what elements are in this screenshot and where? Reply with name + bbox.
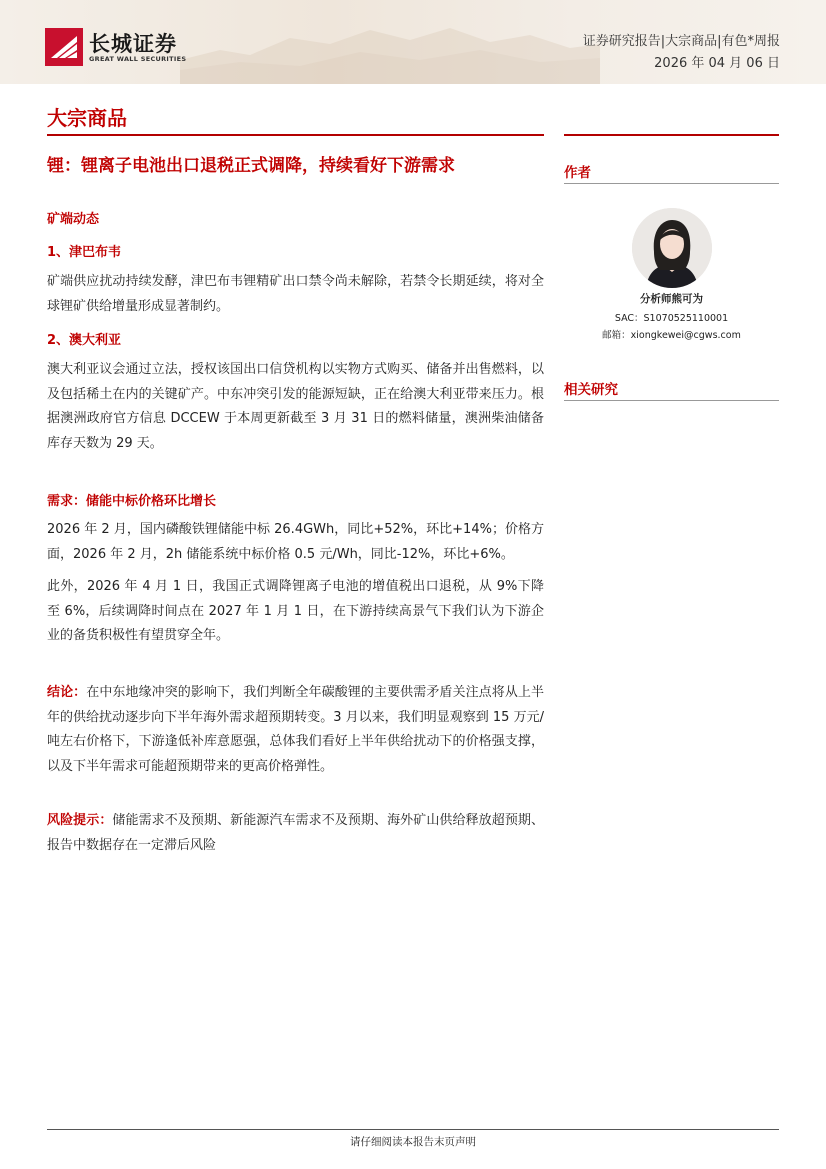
author-divider: [564, 183, 779, 184]
related-divider: [564, 400, 779, 401]
demand-paragraph-1: 2026 年 2 月，国内磷酸铁锂储能中标 26.4GWh，同比+52%，环比+14%；价格方面，2026 年 2 月，2h 储能系统中标价格 0.5 元/Wh，同比-12%，环比+6%。: [47, 522, 544, 562]
australia-paragraph: 澳大利亚议会通过立法，授权该国出口信贷机构以实物方式购买、储备并出售燃料，以及包括稀土在内的关键矿产。中东冲突引发的能源短缺，正在给澳大利亚带来压力。根据澳洲政府官方信息 DCCEW 于本周更新截至 3 月 31 日的燃料储量，澳洲柴油储备库存天数为 29 天。: [47, 362, 544, 451]
risk-text: 储能需求不及预期、新能源汽车需求不及预期、海外矿山供给释放超预期、报告中数据存在一定滞后风险: [47, 813, 544, 853]
analyst-name: 分析师熊可为: [640, 293, 703, 305]
great-wall-watermark: [180, 0, 600, 84]
related-research-label: 相关研究: [564, 382, 618, 398]
conclusion-text: 在中东地缘冲突的影响下，我们判断全年碳酸锂的主要供需矛盾关注点将从上半年的供给扰动逐步向下半年海外需求超预期转变。3 月以来，我们明显观察到 15 万元/吨左右价格下，下游逢低补库意愿强，总体我们看好上半年供给扰动下的价格强支撑，以及下半年需求可能超预期带来的更高价格弹性。: [47, 685, 544, 774]
report-date: 2026 年 04 月 06 日: [654, 56, 780, 71]
zimbabwe-paragraph: 矿端供应扰动持续发酵，津巴布韦锂精矿出口禁令尚未解除，若禁令长期延续，将对全球锂矿供给增量形成显著制约。: [47, 274, 544, 314]
demand-paragraph-2: 此外，2026 年 4 月 1 日，我国正式调降锂离子电池的增值税出口退税，从 9%下降至 6%，后续调降时间点在 2027 年 1 月 1 日，在下游持续高景气下我们认为下游企业的备货积极性有望贯穿全年。: [47, 579, 544, 643]
author-label: 作者: [564, 165, 591, 181]
conclusion-paragraph: [47, 681, 544, 779]
footer-disclaimer: 请仔细阅读本报告末页声明: [350, 1136, 476, 1148]
analyst-photo: [632, 208, 712, 288]
demand-heading: 需求：储能中标价格环比增长: [47, 494, 217, 509]
risk-label: 风险提示：: [47, 813, 113, 828]
zimbabwe-heading: 1、津巴布韦: [47, 245, 122, 260]
conclusion-label: 结论：: [47, 685, 87, 700]
footer-divider: [47, 1129, 779, 1130]
great-wall-logo-icon: [45, 28, 83, 66]
main-divider: [47, 134, 544, 136]
mining-heading: 矿端动态: [47, 212, 100, 227]
risk-paragraph: [47, 809, 544, 858]
report-title: 锂：锂离子电池出口退税正式调降，持续看好下游需求: [47, 156, 455, 176]
analyst-email: 邮箱：xiongkewei@cgws.com: [602, 330, 741, 341]
section-title: 大宗商品: [47, 106, 127, 130]
logo-english-name: GREAT WALL SECURITIES: [89, 55, 187, 63]
sidebar-divider: [564, 134, 779, 136]
report-type: 证券研究报告|大宗商品|有色*周报: [582, 34, 780, 49]
analyst-sac: SAC：S1070525110001: [614, 313, 729, 324]
australia-heading: 2、澳大利亚: [47, 333, 122, 348]
logo-chinese-name: 长城证券: [89, 32, 177, 56]
analyst-portrait-icon: [632, 208, 712, 288]
